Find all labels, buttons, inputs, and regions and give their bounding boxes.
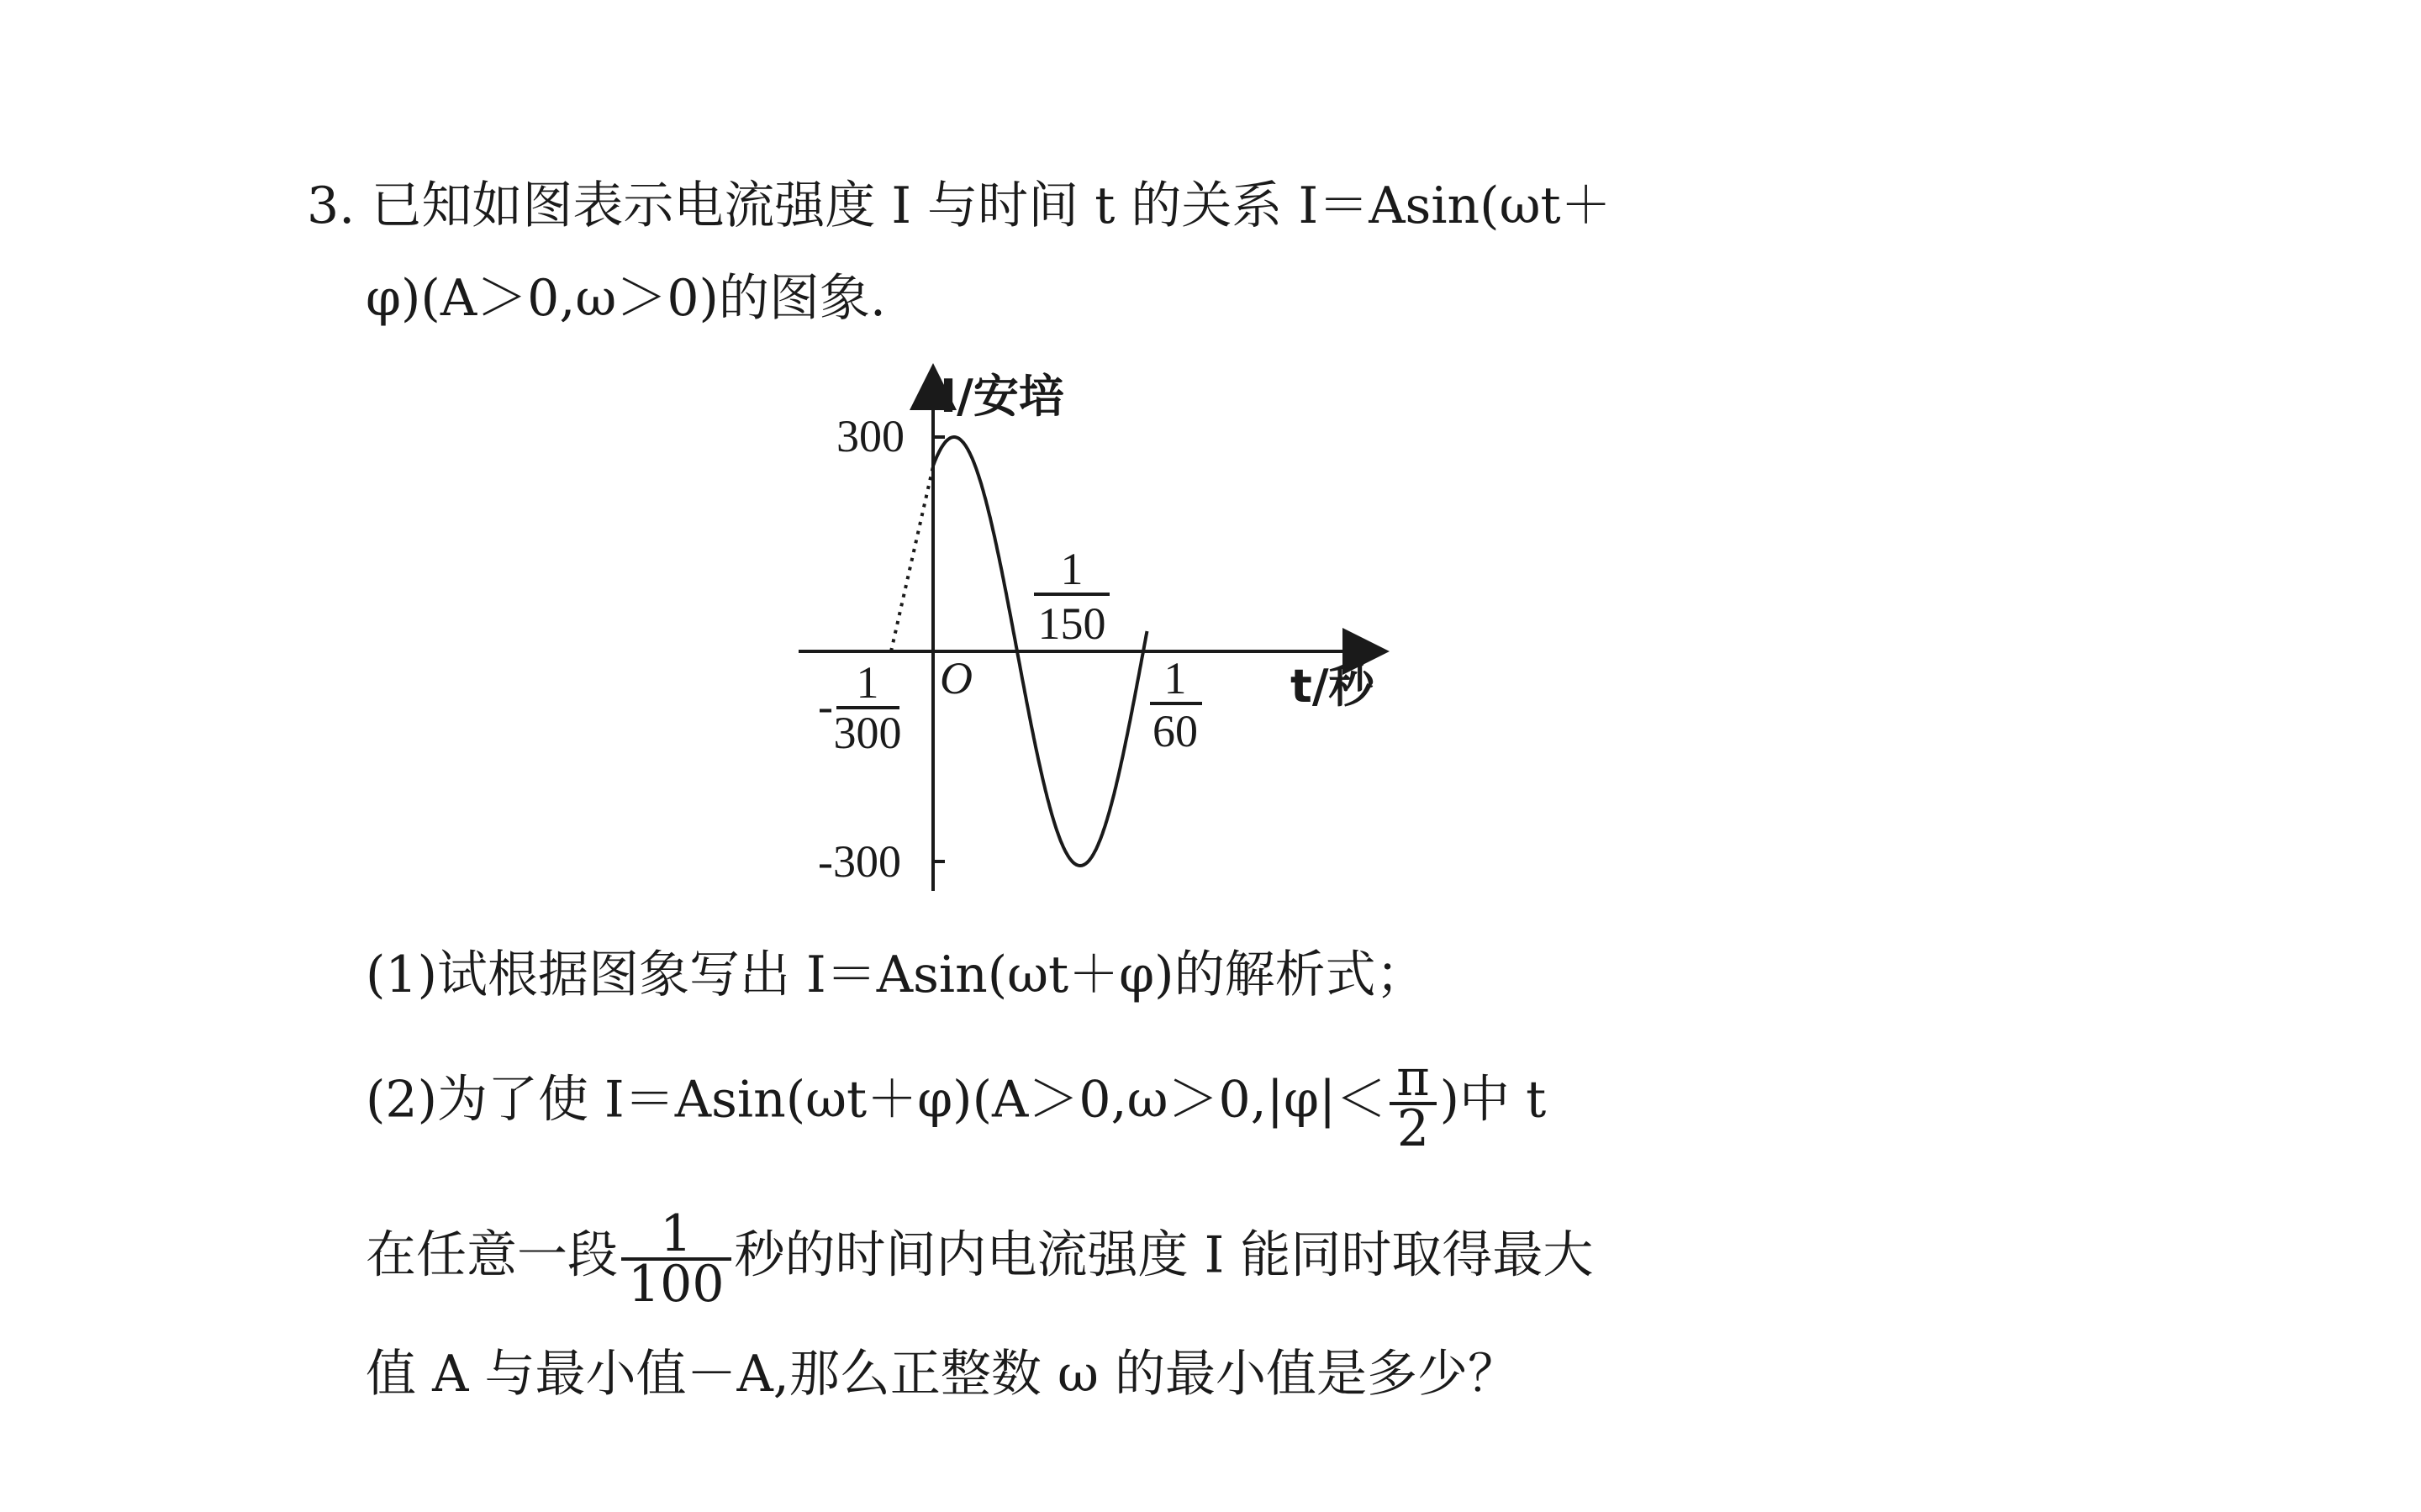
question-2-part1: (2)为了使 I＝Asin(ωt＋φ)(A＞0,ω＞0,|φ|＜ <box>366 1070 1387 1130</box>
question-2-part2: )中 t <box>1439 1070 1547 1130</box>
x-end-den: 60 <box>1152 706 1198 756</box>
problem-intro-1: 已知如图表示电流强度 I 与时间 t 的关系 I＝Asin(ωt＋ <box>371 176 1611 235</box>
x-zero-num: 1 <box>1060 544 1084 594</box>
fraction-denominator: 100 <box>628 1255 725 1314</box>
x-axis-label: t/秒 <box>1290 660 1374 713</box>
question-1-text: (1)试根据图象写出 I＝Asin(ωt＋φ)的解析式； <box>366 946 1427 1004</box>
question-2-line-2 <box>366 1204 1594 1314</box>
fraction-denominator: 2 <box>1396 1099 1429 1158</box>
question-2-line2-start: 在任意一段 <box>366 1225 618 1285</box>
question-2-line3: 值 A 与最小值－A,那么正整数 ω 的最小值是多少？ <box>366 1345 1518 1404</box>
x-end-num: 1 <box>1163 653 1187 703</box>
question-2-line-1 <box>366 1049 1547 1158</box>
fraction-numerator: 1 <box>621 1210 731 1261</box>
y-tick-label-neg300: -300 <box>818 836 901 887</box>
one-over-100-fraction <box>621 1204 731 1314</box>
dotted-extension <box>891 466 933 651</box>
x-zero-den: 150 <box>1037 598 1106 649</box>
x-neg-den: 300 <box>833 708 902 758</box>
x-neg-num: 1 <box>856 657 879 708</box>
problem-number: 3. <box>307 176 356 235</box>
question-1 <box>366 941 1427 1009</box>
pi-over-2-fraction <box>1390 1049 1436 1158</box>
y-tick-label-300: 300 <box>836 411 905 461</box>
origin-label: O <box>940 653 973 703</box>
y-axis-label: I/安培 <box>940 370 1064 423</box>
x-neg-sign: - <box>818 681 833 731</box>
question-2-line-3 <box>366 1341 1518 1408</box>
question-2-line2-end: 秒的时间内电流强度 I 能同时取得最大 <box>734 1225 1594 1285</box>
problem-intro-2: φ)(A＞0,ω＞0)的图象. <box>366 269 886 328</box>
fraction-numerator: π <box>1390 1055 1436 1105</box>
